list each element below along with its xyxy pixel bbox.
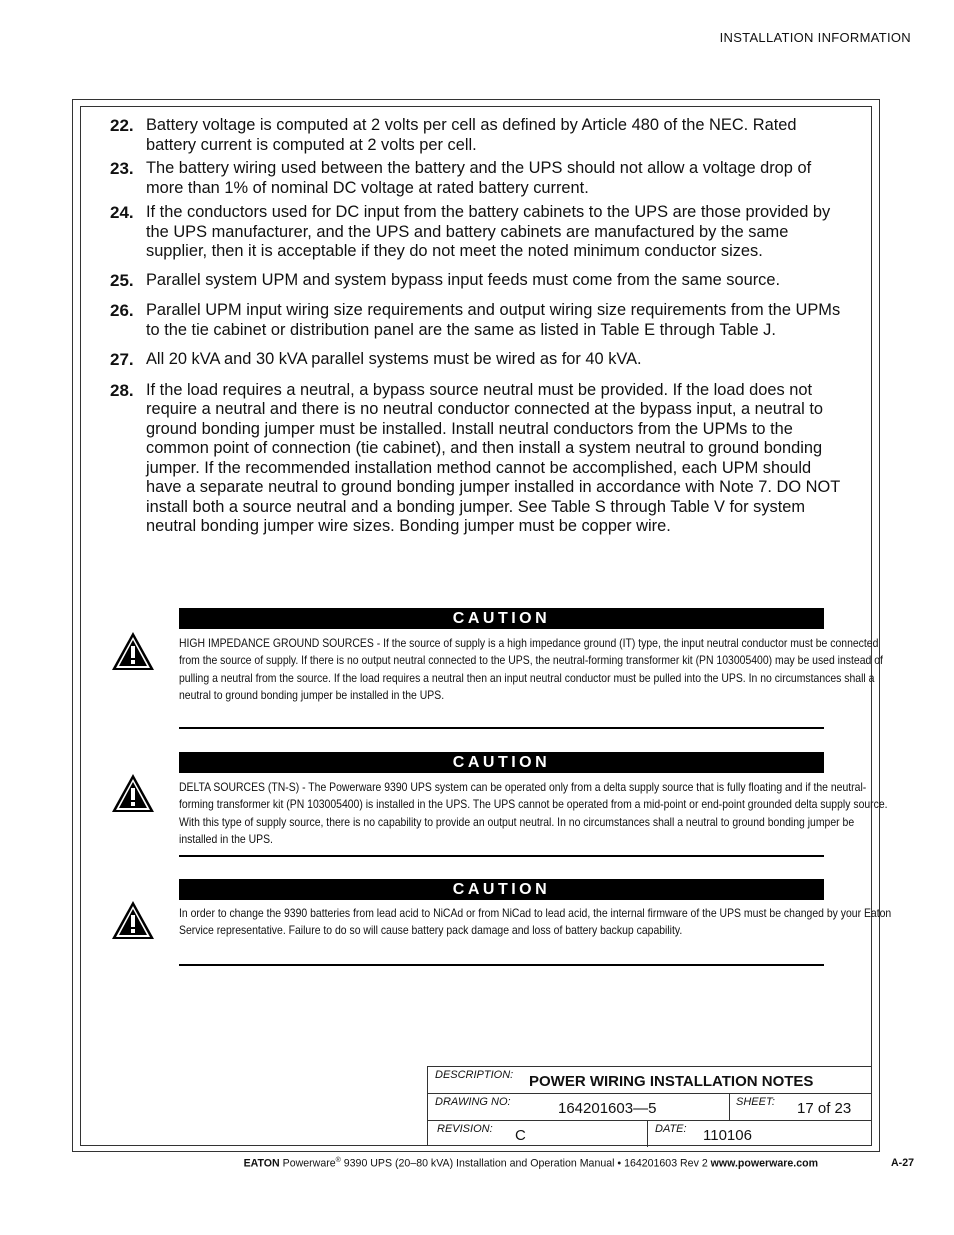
caution-title: CAUTION — [179, 752, 824, 773]
caution-battery-firmware — [110, 879, 892, 967]
note-text: Parallel UPM input wiring size requirements and output wiring size requirements from the UPMs to the tie cabinet or distribution panel are the same as listed in Table E through Table J. — [146, 301, 841, 339]
note-number: 28. — [110, 380, 134, 400]
revision-value: C — [515, 1127, 526, 1144]
note-number: 22. — [110, 116, 134, 135]
caution-rule — [179, 855, 824, 857]
note-number: 25. — [110, 270, 134, 290]
title-block-revision-row — [428, 1121, 872, 1147]
note-text: All 20 kVA and 30 kVA parallel systems must be wired as for 40 kVA. — [146, 350, 642, 368]
note-28 — [110, 381, 850, 537]
caution-text: DELTA SOURCES (TN-S) - The Powerware 9390 UPS system can be operated only from a delta supply source that is fully floating and if the neutral-forming transformer kit (PN 103005400) is installed in the UPS. The UPS cannot be operated from a mid-point or end-point grounded delta supply source. With this type of supply source, there is no capability to provide an output neutral. In no circumstances shall a neutral to ground bonding jumper be installed in the UPS. — [179, 781, 888, 846]
note-22 — [110, 116, 850, 155]
sheet-label: SHEET: — [736, 1096, 775, 1108]
warning-triangle-icon — [110, 899, 156, 941]
revision-label: REVISION: — [437, 1123, 493, 1135]
title-block-description-row — [428, 1067, 872, 1094]
title-block-drawing-row — [428, 1094, 872, 1121]
date-value: 110106 — [703, 1127, 752, 1144]
page-number: A-27 — [891, 1157, 914, 1169]
note-23 — [110, 159, 850, 198]
caution-text: HIGH IMPEDANCE GROUND SOURCES - If the source of supply is a high impedance ground (IT) type, the input neutral conductor must be connected from the source of supply. If there is no output neutral connected to the UPS, the neutral-forming transformer kit (PN 103005400) may be used instead of pulling a neutral from the source. If the load requires a neutral then an input neutral conductor must be pulled into the UPS. In no circumstances shall a neutral to ground bonding jumper be installed in the UPS. — [179, 637, 883, 702]
footer-product: Powerware — [282, 1157, 336, 1170]
note-text: Battery voltage is computed at 2 volts per cell as defined by Article 480 of the NEC. Rated battery current is computed at 2 volts per cell. — [146, 116, 797, 154]
drawing-no-label: DRAWING NO: — [435, 1096, 511, 1108]
note-25 — [110, 271, 850, 291]
caution-title: CAUTION — [179, 879, 824, 900]
caution-rule — [179, 964, 824, 966]
title-block-divider — [647, 1121, 648, 1147]
note-24 — [110, 203, 850, 262]
sheet-value: 17 of 23 — [797, 1100, 852, 1117]
caution-rule — [179, 727, 824, 729]
title-block — [427, 1066, 872, 1146]
footer-registered-mark: ® — [335, 1157, 341, 1164]
note-27 — [110, 350, 850, 370]
note-text: If the load requires a neutral, a bypass source neutral must be provided. If the load does not require a neutral and there is no neutral conductor connected at the bypass input, a neutral to ground bonding jumper must be installed. Install neutral conductors from the UPMs to the common point of connection (tie cabinet), and then install a system neutral to ground bonding jumper. If the recommended installation method cannot be accomplished, each UPM should have a separate neutral to ground bonding jumper installed in accordance with Note 7. DO NOT install both a source neutral and a bonding jumper. See Table S through Table V for system neutral bonding jumper wire sizes. Bonding jumper must be copper wire. — [146, 380, 840, 535]
note-number: 23. — [110, 159, 134, 178]
description-label: DESCRIPTION: — [435, 1069, 514, 1081]
footer-manual-line — [244, 1157, 818, 1170]
note-26 — [110, 301, 850, 340]
footer-brand: EATON — [243, 1157, 280, 1170]
date-label: DATE: — [655, 1123, 687, 1135]
description-value: POWER WIRING INSTALLATION NOTES — [529, 1073, 814, 1090]
notes-list — [110, 116, 850, 537]
warning-triangle-icon — [110, 630, 156, 672]
section-header: INSTALLATION INFORMATION — [719, 30, 911, 45]
note-number: 26. — [110, 301, 134, 320]
caution-delta-sources — [110, 752, 888, 858]
note-text: Parallel system UPM and system bypass input feeds must come from the same source. — [146, 270, 781, 289]
note-number: 24. — [110, 203, 134, 222]
footer-manual-title: 9390 UPS (20–80 kVA) Installation and Operation Manual • 164201603 Rev 2 — [340, 1157, 711, 1170]
warning-triangle-icon — [110, 772, 156, 814]
note-text: If the conductors used for DC input from the battery cabinets to the UPS are those provided by the UPS manufacturer, and the UPS and battery cabinets are manufactured by the same supplier, then it is acceptable if they do not meet the noted minimum conductor sizes. — [146, 203, 831, 260]
caution-text: In order to change the 9390 batteries from lead acid to NiCAd or from NiCad to lead acid, the internal firmware of the UPS must be changed by your Eaton Service representative. Failure to do so will cause battery pack damage and loss of battery backup capability. — [179, 907, 892, 938]
note-number: 27. — [110, 350, 134, 369]
footer-website-link[interactable]: www.powerware.com — [710, 1157, 818, 1170]
caution-title: CAUTION — [179, 608, 824, 629]
drawing-no-value: 164201603—5 — [558, 1100, 657, 1117]
caution-high-impedance — [110, 608, 883, 730]
note-text: The battery wiring used between the battery and the UPS should not allow a voltage drop of more than 1% of nominal DC voltage at rated battery current. — [146, 159, 812, 197]
title-block-divider — [729, 1094, 730, 1120]
